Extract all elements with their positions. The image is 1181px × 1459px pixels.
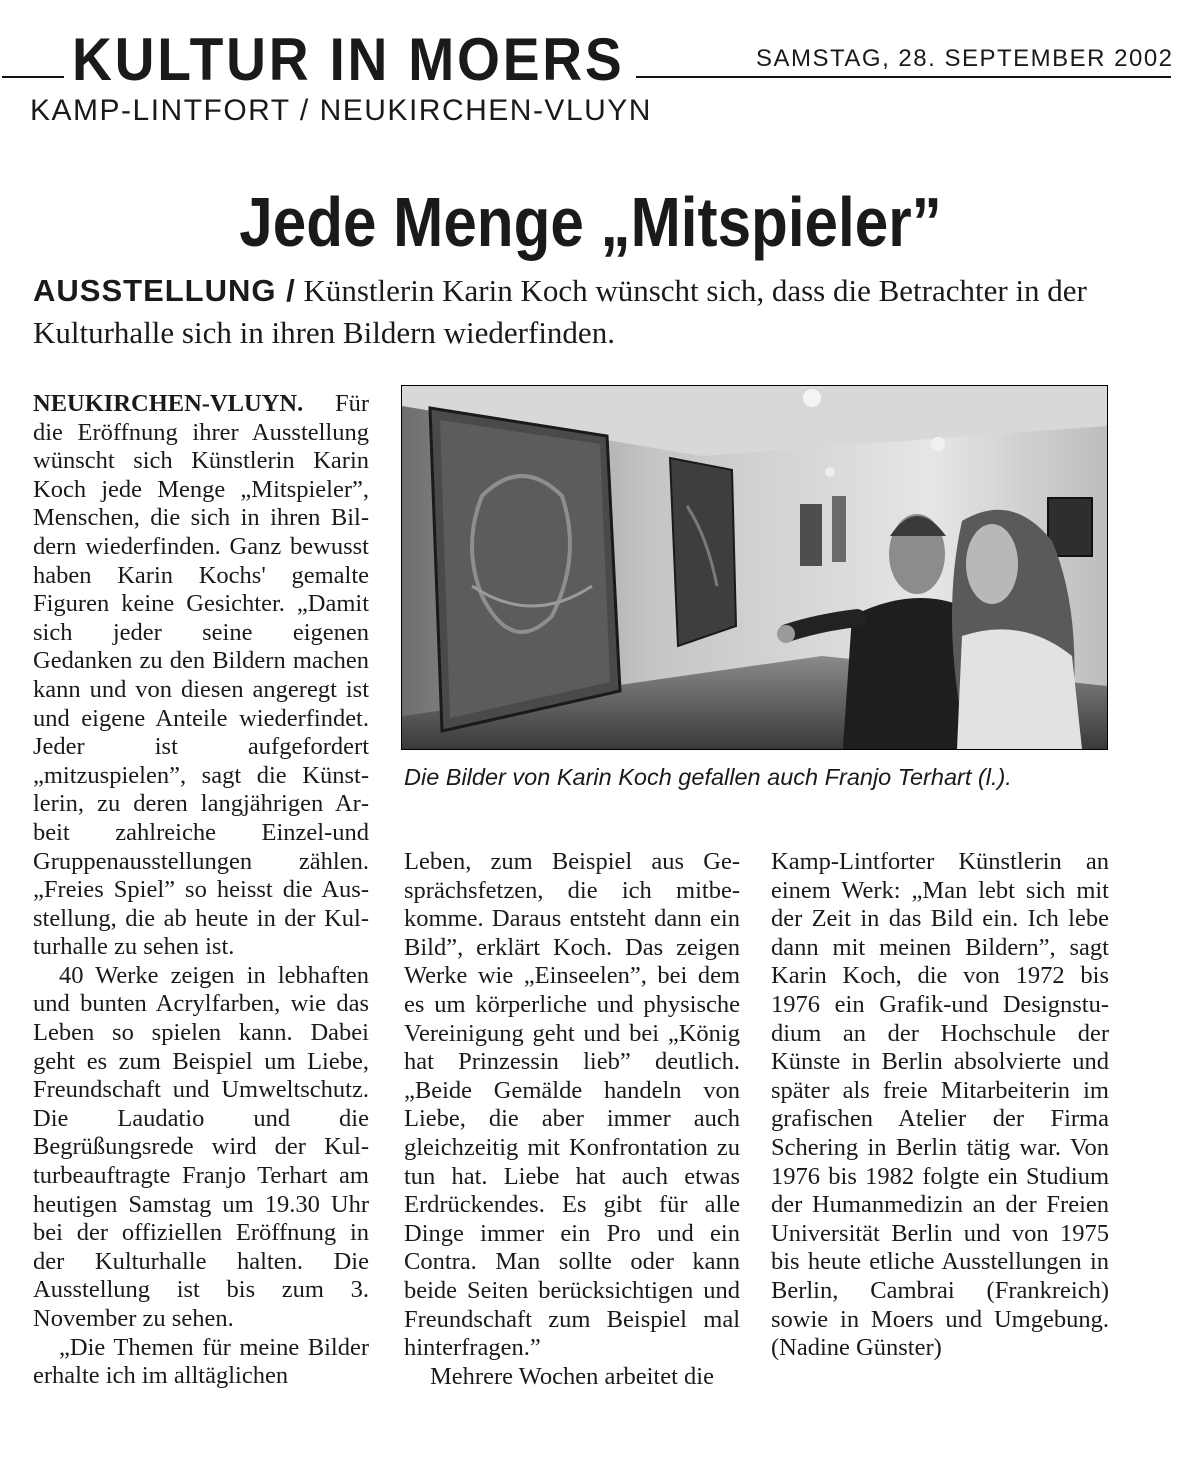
photo-gallery-scene <box>402 386 1107 749</box>
paragraph: Leben, zum Beispiel aus Gesprächsfetzen, die ich mitbekomme. Daraus entsteht dann ein Bild”, erklärt Koch. Das zeigen Werke wie „Einseelen”, bei dem es um körperliche und physische Vereinigung geht und bei „König hat Prinzessin lieb” deutlich. „Beide Gemälde handeln von Liebe, die aber immer auch gleichzeitig mit Konfrontation zu tun hat. Liebe hat auch etwas Erdrückendes. Es gibt für alle Dinge immer ein Pro und ein Contra. Man sollte oder kann beide Seiten berücksichtigen und Freundschaft zum Beispiel mal hinterfragen.” <box>404 848 740 1362</box>
section-title: KULTUR IN MOERS <box>72 26 625 93</box>
article-headline: Jede Menge „Mitspieler” <box>239 183 942 261</box>
subsection-title: KAMP-LINTFORT / NEUKIRCHEN-VLUYN <box>30 94 652 127</box>
masthead-rule-left <box>2 76 64 78</box>
paragraph: Mehrere Wochen arbeitet die <box>430 1362 714 1390</box>
paragraph <box>33 390 369 962</box>
masthead <box>0 28 1181 98</box>
masthead-rule-right <box>636 76 1171 78</box>
paragraph-text: Für die Eröffnung ihrer Ausstellung wünscht sich Künstlerin Karin Koch jede Menge „Mitspieler”, Menschen, die sich in ihren Bildern wiederfinden. Ganz bewusst haben Karin Kochs' gemalte Figuren keine Gesichter. „Damit sich jeder seine eigenen Gedanken zu den Bildern machen kann und von diesen angeregt ist und eigene Anteile wiederfindet. Jeder ist aufgefordert „mitzuspielen”, sagt die Künstlerin, zu deren langjährigen Arbeit zahlreiche Einzel-und Gruppenausstellungen zählen. „Freies Spiel” so heisst die Ausstellung, die ab heute in der Kulturhalle zu sehen ist. <box>33 390 369 961</box>
article-kicker: AUSSTELLUNG / <box>33 273 296 308</box>
article-subhead <box>33 270 1113 354</box>
paragraph: „Die Themen für meine Bilder erhalte ich im alltäglichen <box>33 1333 369 1390</box>
publication-date: SAMSTAG, 28. SEPTEMBER 2002 <box>756 45 1174 72</box>
article-photo <box>401 385 1108 750</box>
photo-caption: Die Bilder von Karin Koch gefallen auch Franjo Terhart (l.). <box>404 764 1012 790</box>
article-column-2 <box>404 848 740 1391</box>
dateline: NEUKIRCHEN-VLUYN. <box>33 390 304 417</box>
article-column-3 <box>771 848 1109 1363</box>
paragraph: 40 Werke zeigen in lebhaften und bunten Acrylfarben, wie das Leben so spielen kann. Dabei geht es zum Beispiel um Liebe, Freundschaft und Umweltschutz. Die Laudatio und die Begrüßungsrede wird der Kulturbeauftragte Franjo Terhart am heutigen Samstag um 19.30 Uhr bei der offiziellen Eröffnung in der Kulturhalle halten. Die Ausstellung ist bis zum 3. November zu sehen. <box>33 961 369 1332</box>
paragraph: Kamp-Lintforter Künstlerin an einem Werk: „Man lebt sich mit der Zeit in das Bild ein. Ich lebe dann mit meinen Bildern”, sagt Karin Koch, die von 1972 bis 1976 ein Grafik-und Designstudium an der Hochschule der Künste in Berlin absolvierte und später als freie Mitarbeiterin im grafischen Atelier der Firma Schering in Berlin tätig war. Von 1976 bis 1982 folgte ein Studium der Humanmedizin an der Freien Universität Berlin und von 1975 bis heute etliche Ausstellungen in Berlin, Cambrai (Frankreich) sowie in Moers und Umgebung. (Nadine Günster) <box>771 848 1109 1362</box>
article-column-1 <box>33 390 369 1391</box>
subhead-text: Künstlerin Karin Koch wünscht sich, dass die Betrachter in der Kulturhalle sich in ihren Bildern wiederfinden. <box>33 273 1087 350</box>
